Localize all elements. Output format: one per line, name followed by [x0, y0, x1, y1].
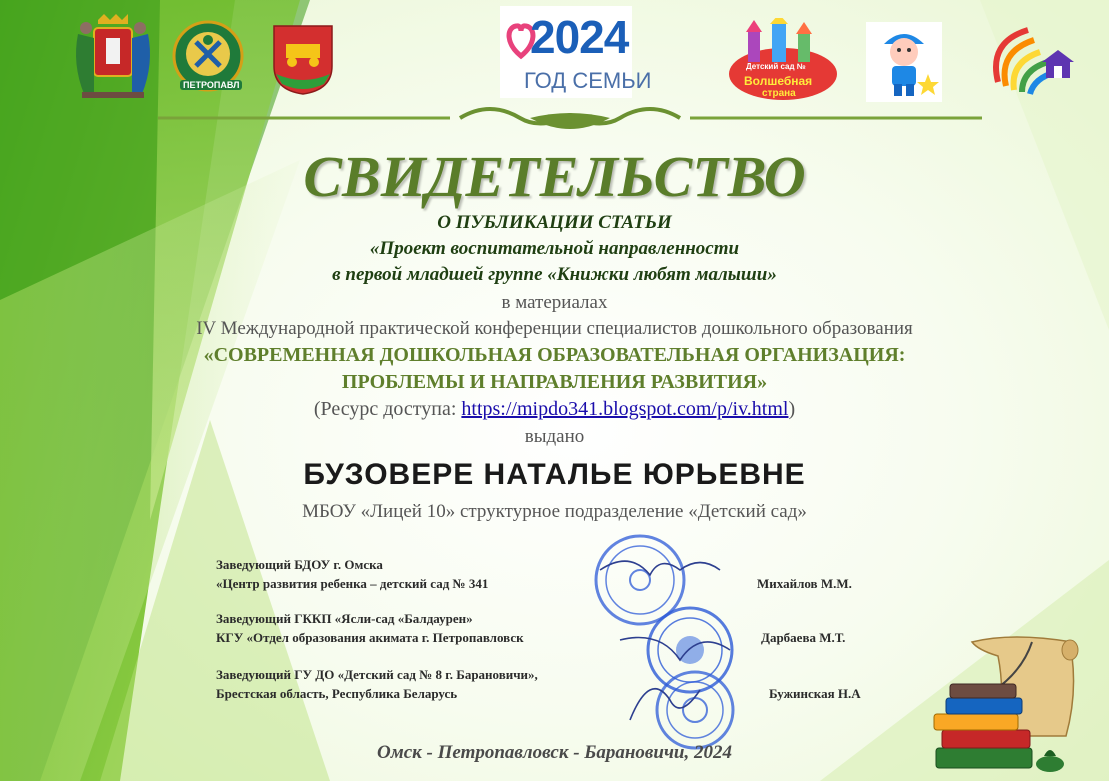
- resource-prefix: (Ресурс доступа:: [313, 398, 462, 420]
- conference-title-line1: «СОВРЕМЕННАЯ ДОШКОЛЬНАЯ ОБРАЗОВАТЕЛЬНАЯ ОРГАНИЗАЦИЯ:: [203, 344, 906, 366]
- signer-2-organization: КГУ «Отдел образования акимата г. Петропавловск: [216, 630, 524, 645]
- kindergarten-name: Волшебная: [744, 74, 813, 88]
- signer-3-organization: Брестская область, Республика Беларусь: [216, 686, 458, 701]
- year-of-family-caption: ГОД СЕМЬИ: [524, 68, 652, 93]
- article-title-line2: в первой младшей группе «Книжки любят малыши»: [332, 264, 777, 285]
- article-title-line1: «Проект воспитательной направленности: [369, 238, 740, 259]
- certificate-title: СВИДЕТЕЛЬСТВО: [303, 144, 806, 209]
- omsk-coat-of-arms-icon: [68, 14, 158, 102]
- resource-link[interactable]: https://mipdo341.blogspot.com/p/iv.html: [461, 398, 789, 420]
- kindergarten-line1: Детский сад №: [746, 62, 806, 71]
- signer-2-name: Дарбаева М.Т.: [761, 630, 846, 645]
- resource-line: [0, 398, 1109, 421]
- round-stamp-omsk: [596, 536, 684, 624]
- stamps-and-signatures: [580, 530, 780, 750]
- signer-3-name: Бужинская Н.А: [769, 686, 861, 701]
- kindergarten-logo: [728, 18, 838, 102]
- family-house-logo-icon: [988, 22, 1078, 96]
- recipient-name: БУЗОВЕРЕ НАТАЛЬЕ ЮРЬЕВНЕ: [303, 458, 806, 491]
- kid-mascot-icon: [866, 22, 942, 102]
- issued-text: выдано: [524, 426, 585, 447]
- conference-name: IV Международной практической конференции специалистов дошкольного образования: [196, 318, 913, 339]
- signer-1-position: Заведующий БДОУ г. Омска: [216, 557, 383, 572]
- signature-omsk: [600, 561, 720, 575]
- recipient-organization: МБОУ «Лицей 10» структурное подразделение «Детский сад»: [302, 501, 807, 522]
- footer-cities: Омск - Петропавловск - Барановичи, 2024: [376, 742, 733, 763]
- certificate-subtitle: О ПУБЛИКАЦИИ СТАТЬИ: [437, 212, 672, 233]
- ornament-divider: [150, 96, 990, 136]
- year-of-family-logo: [500, 6, 652, 98]
- signer-2-position: Заведующий ГККП «Ясли-сад «Балдаурен»: [216, 611, 473, 626]
- conference-title-line2: ПРОБЛЕМЫ И НАПРАВЛЕНИЯ РАЗВИТИЯ»: [341, 371, 768, 393]
- baranovichi-emblem-icon: [272, 24, 334, 96]
- round-stamp-baranovichi: [657, 672, 733, 748]
- signature-petropavl: [620, 638, 730, 661]
- signer-3-position: Заведующий ГУ ДО «Детский сад № 8 г. Барановичи»,: [216, 667, 538, 682]
- signer-1-name: Михайлов М.М.: [757, 576, 852, 591]
- signer-1-organization: «Центр развития ребенка – детский сад № 341: [216, 576, 489, 591]
- petropavl-emblem-icon: [172, 20, 244, 92]
- petropavl-label: ПЕТРОПАВЛ: [180, 80, 242, 90]
- kindergarten-name-2: страна: [762, 88, 796, 99]
- year-label: 2024: [530, 11, 629, 63]
- resource-suffix: ): [788, 398, 796, 420]
- in-materials-text: в материалах: [501, 292, 608, 313]
